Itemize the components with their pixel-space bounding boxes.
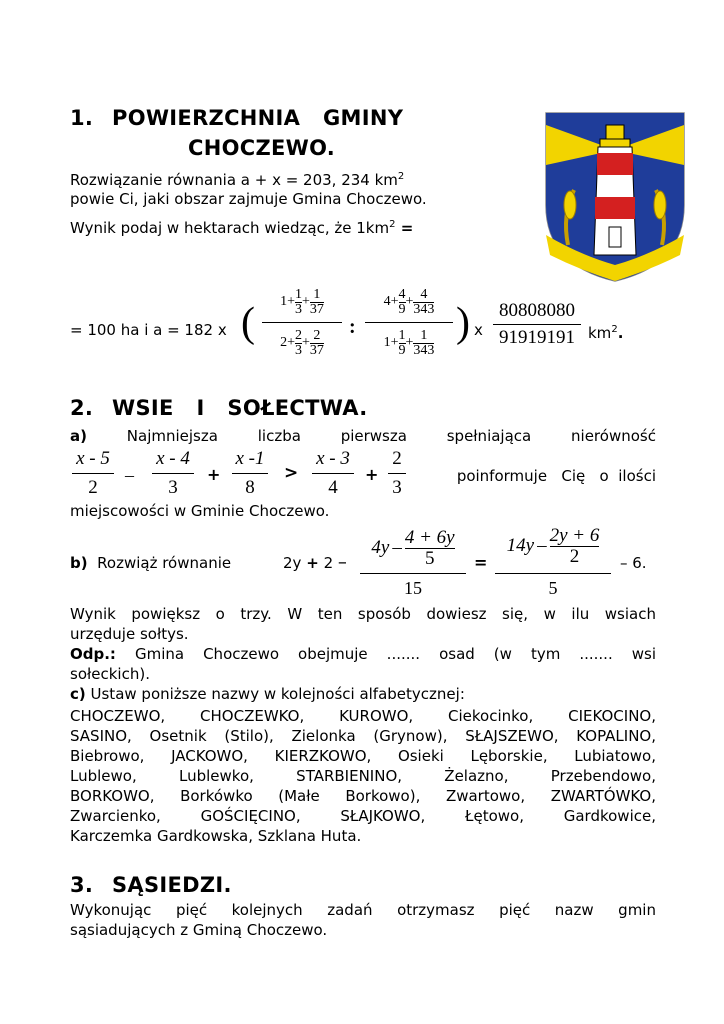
term: 9 [398, 301, 406, 317]
b-eq-lhs [283, 553, 347, 573]
ineq-fraction-4 [312, 448, 354, 499]
term: 2 [313, 327, 321, 343]
term: 4 + 6y [404, 526, 455, 548]
village-line: CHOCZEWO, CHOCZEWKO, KUROWO, Ciekocinko, CIEKOCINO, [70, 707, 656, 725]
part-c-label: c) [70, 685, 86, 703]
b-eq-rhs-fraction [495, 521, 611, 599]
word: nierówność [571, 427, 656, 445]
section1-number: 1. [70, 106, 94, 130]
term: 2 [280, 335, 288, 350]
ineq-fraction-3 [232, 448, 268, 499]
village-line: Biebrowo, JACKOWO, KIERZKOWO, Osieki Lęborskie, Lubiatowo, [70, 747, 656, 765]
unit-km: km [588, 324, 612, 342]
term: 1 [420, 327, 428, 343]
b-eq-rhs-denominator: 5 [548, 578, 558, 598]
ineq-fraction-5 [388, 448, 406, 499]
ineq-fraction-1 [72, 448, 114, 499]
part-c-text: Ustaw poniższe nazwy w kolejności alfabetycznej: [85, 685, 465, 703]
numerator: x -1 [235, 448, 265, 469]
numerator: x - 5 [76, 448, 110, 469]
b-result-line2: urzęduje sołtys. [70, 625, 189, 643]
b-eq-plus: + [306, 554, 319, 572]
part-a-line2: miejscowości w Gminie Choczewo. [70, 502, 330, 520]
term: 1 [398, 327, 406, 343]
unit-sup: 2 [611, 324, 618, 335]
section1-eq-prefix: = 100 ha i a = 182 x [70, 321, 227, 339]
section2-number: 2. [70, 396, 94, 420]
odp-line2: sołeckich). [70, 665, 150, 683]
ineq-greater-than: > [284, 463, 299, 483]
word: liczba [257, 427, 301, 445]
term: 1 [313, 286, 321, 302]
part-a-line [70, 426, 656, 446]
term: 4 [383, 294, 391, 309]
right-fraction-denominator: 1 + 1 9 + 1 343 [383, 327, 435, 358]
left-fraction-bar [262, 322, 342, 323]
village-line: BORKOWO, Borkówko (Małe Borkowo), Zwartowo, ZWARTÓWKO, [70, 787, 656, 805]
denominator: 3 [168, 477, 178, 498]
b-eq-minus: – [337, 552, 347, 573]
odp-label: Odp.: [70, 645, 116, 663]
village-line: SASINO, Osetnik (Stilo), Zielonka (Grynow), SŁAJSZEWO, KOPALINO, [70, 727, 656, 745]
part-a-tail: poinformuje Cię o ilości [456, 467, 656, 485]
section1-line1: Rozwiązanie równania a + x = 203, 234 km [70, 171, 398, 189]
coat-of-arms-emblem [540, 105, 690, 285]
denominator: 2 [88, 477, 98, 498]
term: 1 [295, 286, 302, 302]
part-b-intro [70, 553, 231, 573]
word: pierwsza [340, 427, 407, 445]
odp-line [70, 644, 656, 664]
right-fraction-bar [365, 322, 453, 323]
b-eq-lhs-bar [360, 573, 466, 574]
part-b-label: b) [70, 554, 88, 572]
section3-number: 3. [70, 873, 94, 897]
section1-line3 [70, 215, 413, 238]
term: 2 [295, 327, 302, 343]
multiply-x: x [474, 321, 483, 339]
numerator: 2 [392, 448, 402, 469]
section2-title: WSIE I SOŁECTWA. [112, 396, 368, 420]
term: 2 [569, 545, 580, 567]
b-result-line1: Wynik powiększ o trzy. W ten sposób dowiesz się, w ilu wsiach [70, 605, 656, 623]
part-c-intro [70, 684, 465, 704]
b-eq-lhs-fraction [360, 525, 466, 599]
right-paren: ) [456, 300, 470, 346]
section3-line1: Wykonując pięć kolejnych zadań otrzymasz pięć nazw gmin [70, 901, 656, 919]
section1-line3-text: Wynik podaj w hektarach wiedząc, że 1km [70, 219, 390, 237]
term: 37 [309, 342, 324, 358]
ineq-plus-1: + [207, 465, 221, 484]
term: 2y + 6 [549, 524, 600, 546]
ineq-fraction-2 [152, 448, 194, 499]
numerator: x - 3 [316, 448, 350, 469]
village-line: Zwarcienko, GOŚCIĘCINO, SŁAJKOWO, Łętowo, Gardkowice, [70, 807, 656, 825]
term: 5 [424, 547, 435, 569]
section1-line2: powie Ci, jaki obszar zajmuje Gmina Choczewo. [70, 190, 427, 208]
section1-title-line1: POWIERZCHNIA GMINY [112, 106, 404, 130]
right-fraction-numerator: 4 + 4 9 + 4 343 [383, 286, 435, 317]
b-eq-rhs-bar [495, 573, 611, 574]
section1-eq-suffix [588, 320, 623, 343]
term: 3 [295, 301, 302, 317]
term: 4 [398, 286, 406, 302]
term: 343 [413, 301, 435, 317]
ineq-minus: – [125, 465, 134, 485]
term: 14y [506, 535, 535, 556]
left-fraction-numerator: 1 + 1 3 + 1 37 [280, 286, 324, 317]
b-eq-rhs-numerator: 14y – 2y + 6 2 [506, 524, 600, 567]
b-eq-equals: = [474, 553, 488, 572]
big-fraction-numerator: 80808080 [499, 300, 575, 321]
word: spełniająca [446, 427, 532, 445]
village-line: Lublewo, Lublewko, STARBIENINO, Żelazno, Przebendowo, [70, 767, 656, 785]
right-compound-fraction [365, 283, 453, 362]
term: 37 [309, 301, 324, 317]
left-fraction-denominator: 2 + 2 3 + 2 37 [280, 327, 324, 358]
term: 4y [371, 537, 390, 558]
term: 343 [413, 342, 435, 358]
colon-operator: : [349, 316, 356, 338]
left-compound-fraction [262, 283, 342, 362]
big-fraction-denominator: 91919191 [499, 327, 575, 348]
village-line-last: Karczemka Gardkowska, Szklana Huta. [70, 827, 362, 845]
part-b-text: Rozwiąż równanie [97, 554, 232, 572]
term: 4 [420, 286, 428, 302]
b-eq-tail: – 6. [620, 554, 647, 572]
denominator: 3 [392, 477, 402, 498]
section3-title: SĄSIEDZI. [112, 873, 232, 897]
section3-line2: sąsiadujących z Gminą Choczewo. [70, 921, 328, 939]
b-eq-lhs-denominator: 15 [404, 578, 422, 598]
section1-line3-sup: 2 [389, 219, 396, 230]
term: 1 [280, 294, 288, 309]
b-eq-two: 2 [323, 554, 334, 572]
term: 9 [398, 342, 406, 358]
odp-text: Gmina Choczewo obejmuje ....... osad (w tym ....... wsi [115, 645, 656, 663]
part-a-label: a) [70, 427, 87, 445]
b-eq-2y: 2y [283, 554, 302, 572]
term: 3 [295, 342, 302, 358]
section1-line3-end: = [395, 219, 414, 237]
numerator: x - 4 [156, 448, 190, 469]
ineq-plus-2: + [365, 465, 379, 484]
word: Najmniejsza [126, 427, 218, 445]
big-fraction [493, 300, 581, 349]
denominator: 4 [328, 477, 338, 498]
left-paren: ( [241, 300, 255, 346]
eq-dot: . [617, 324, 624, 342]
denominator: 8 [245, 477, 255, 498]
term: 1 [383, 335, 391, 350]
section1-title-line2: CHOCZEWO. [188, 136, 336, 160]
b-eq-lhs-numerator: 4y – 4 + 6y 5 [371, 526, 455, 569]
section1-line1-sup: 2 [397, 171, 405, 182]
section1-equation-line [70, 167, 404, 190]
